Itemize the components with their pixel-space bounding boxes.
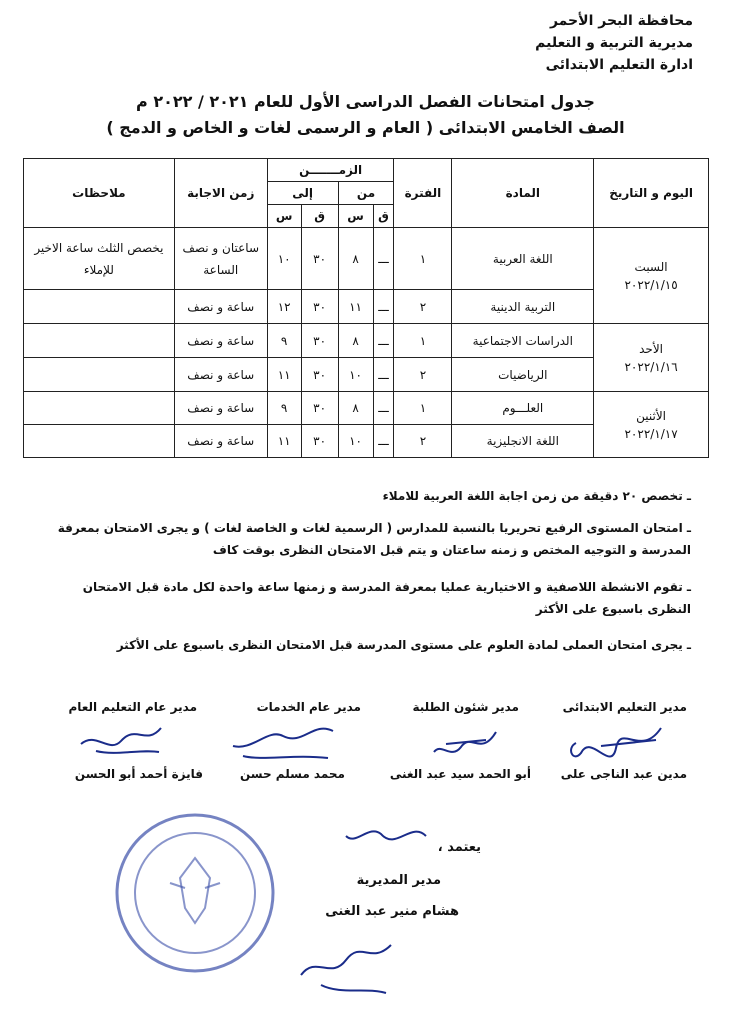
day-date: ٢٠٢٢/١/١٦	[624, 359, 678, 374]
col-header-to-s: س	[267, 205, 301, 228]
col-header-duration: زمن الاجابة	[174, 159, 267, 228]
handwritten-signature-services	[223, 716, 343, 766]
day-date: ٢٠٢٢/١/١٥	[624, 277, 678, 292]
to-q-cell: ٣٠	[301, 358, 338, 392]
document-title: جدول امتحانات الفصل الدراسى الأول للعام ٢٠٢١ / ٢٠٢٢ م	[136, 92, 595, 111]
signature-title-services: مدير عام الخدمات	[256, 700, 361, 714]
period-cell: ١	[394, 228, 452, 290]
header-block	[535, 10, 693, 76]
duration-cell: ساعة و نصف	[174, 290, 267, 324]
to-q-cell: ٣٠	[301, 392, 338, 425]
col-header-subject: المادة	[452, 159, 594, 228]
subject-cell: الرياضيات	[452, 358, 594, 392]
signature-name-students: أبو الحمد سيد عبد الغنى	[389, 767, 531, 781]
period-cell: ٢	[394, 425, 452, 458]
notes-cell	[24, 290, 175, 324]
table-row	[24, 392, 709, 425]
note-item: ـ امتحان المستوى الرفيع تحريريا بالنسبة للمدارس ( الرسمية لغات و الخاصة لغات ) و يجرى الامتحان بمعرفة المدرسة و التوجيه المختص و زمنه ساعتان و يتم قبل الامتحان النظرى بوقت كاف	[57, 521, 691, 557]
subject-cell: اللغة العربية	[452, 228, 594, 290]
duration-cell: ساعة و نصف	[174, 324, 267, 358]
to-s-cell: ٩	[267, 392, 301, 425]
signature-title-primary: مدير التعليم الابتدائى	[562, 700, 687, 714]
to-s-cell: ١١	[267, 358, 301, 392]
day-cell	[594, 392, 709, 458]
notes-cell: يخصص الثلث ساعة الاخير للإملاء	[24, 228, 175, 290]
period-cell: ١	[394, 392, 452, 425]
col-header-from-s: س	[338, 205, 373, 228]
from-q-cell: ـــ	[373, 425, 394, 458]
duration-cell: ساعة و نصف	[174, 358, 267, 392]
note-item: ـ تقوم الانشطة اللاصفية و الاختيارية عمليا بمعرفة المدرسة و زمنها ساعة واحدة لكل مادة قبل الامتحان النظرى باسبوع على الأكثر	[82, 580, 691, 616]
duration-cell: ساعة و نصف	[174, 425, 267, 458]
day-date: ٢٠٢٢/١/١٧	[624, 426, 678, 441]
period-cell: ١	[394, 324, 452, 358]
signature-name-general: فايزة أحمد أبو الحسن	[74, 767, 203, 781]
from-q-cell: ـــ	[373, 392, 394, 425]
from-s-cell: ٨	[338, 392, 373, 425]
notes-cell	[24, 358, 175, 392]
table-row	[24, 324, 709, 358]
director-title: مدير المديرية	[356, 873, 441, 888]
duration-cell: ساعتان و نصف الساعة	[174, 228, 267, 290]
document-subtitle: الصف الخامس الابتدائى ( العام و الرسمى لغات و الخاص و الدمج )	[106, 118, 625, 137]
col-header-from: من	[338, 182, 394, 205]
approval-label: يعتمد ،	[437, 840, 481, 855]
period-cell: ٢	[394, 290, 452, 324]
notes-cell	[24, 324, 175, 358]
notes-cell	[24, 425, 175, 458]
handwritten-signature-director	[291, 935, 401, 1005]
from-q-cell: ـــ	[373, 290, 394, 324]
from-q-cell: ـــ	[373, 358, 394, 392]
duration-cell: ساعة و نصف	[174, 392, 267, 425]
from-s-cell: ٨	[338, 324, 373, 358]
signature-name-primary: مدين عبد الناجى على	[560, 767, 687, 781]
period-cell: ٢	[394, 358, 452, 392]
to-s-cell: ١١	[267, 425, 301, 458]
col-header-time: الزمـــــــن	[267, 159, 394, 182]
col-header-from-q: ق	[373, 205, 394, 228]
day-name: الأحد	[639, 341, 664, 356]
to-q-cell: ٣٠	[301, 290, 338, 324]
signature-name-services: محمد مسلم حسن	[239, 767, 345, 781]
col-header-notes: ملاحظات	[24, 159, 175, 228]
header-directorate: مديرية التربية و التعليم	[535, 35, 693, 51]
notes-cell	[24, 392, 175, 425]
official-stamp	[110, 808, 280, 978]
day-cell	[594, 324, 709, 392]
from-q-cell: ـــ	[373, 228, 394, 290]
note-item: ـ تخصص ٢٠ دقيقة من زمن اجابة اللغة العربية للاملاء	[382, 489, 691, 503]
signature-title-students: مدير شئون الطلبة	[412, 700, 519, 714]
to-q-cell: ٣٠	[301, 228, 338, 290]
col-header-period: الفترة	[394, 159, 452, 228]
col-header-to: إلى	[267, 182, 338, 205]
subject-cell: اللغة الانجليزية	[452, 425, 594, 458]
col-header-to-q: ق	[301, 205, 338, 228]
day-name: الأثنين	[636, 408, 667, 423]
handwritten-signature-primary	[561, 718, 671, 768]
header-administration: ادارة التعليم الابتدائى	[545, 57, 693, 73]
day-name: السبت	[634, 259, 668, 274]
to-s-cell: ٩	[267, 324, 301, 358]
to-q-cell: ٣٠	[301, 324, 338, 358]
signature-title-general: مدير عام التعليم العام	[68, 700, 197, 714]
to-s-cell: ١٢	[267, 290, 301, 324]
note-item: ـ يجرى امتحان العملى لمادة العلوم على مستوى المدرسة قبل الامتحان النظرى باسبوع على الأكثر	[116, 638, 691, 652]
director-name: هشام منير عبد الغنى	[325, 904, 459, 919]
from-s-cell: ١٠	[338, 425, 373, 458]
from-s-cell: ٨	[338, 228, 373, 290]
table-row	[24, 228, 709, 290]
to-s-cell: ١٠	[267, 228, 301, 290]
subject-cell: العلـــوم	[452, 392, 594, 425]
handwritten-signature-general	[71, 716, 171, 761]
to-q-cell: ٣٠	[301, 425, 338, 458]
day-cell	[594, 228, 709, 324]
from-s-cell: ١٠	[338, 358, 373, 392]
subject-cell: الدراسات الاجتماعية	[452, 324, 594, 358]
handwritten-signature-students	[426, 722, 506, 762]
exam-schedule-table	[23, 158, 709, 458]
handwritten-approval	[341, 816, 431, 861]
from-q-cell: ـــ	[373, 324, 394, 358]
header-governorate: محافظة البحر الأحمر	[549, 13, 693, 29]
subject-cell: التربية الدينية	[452, 290, 594, 324]
from-s-cell: ١١	[338, 290, 373, 324]
col-header-day: اليوم و التاريخ	[594, 159, 709, 228]
